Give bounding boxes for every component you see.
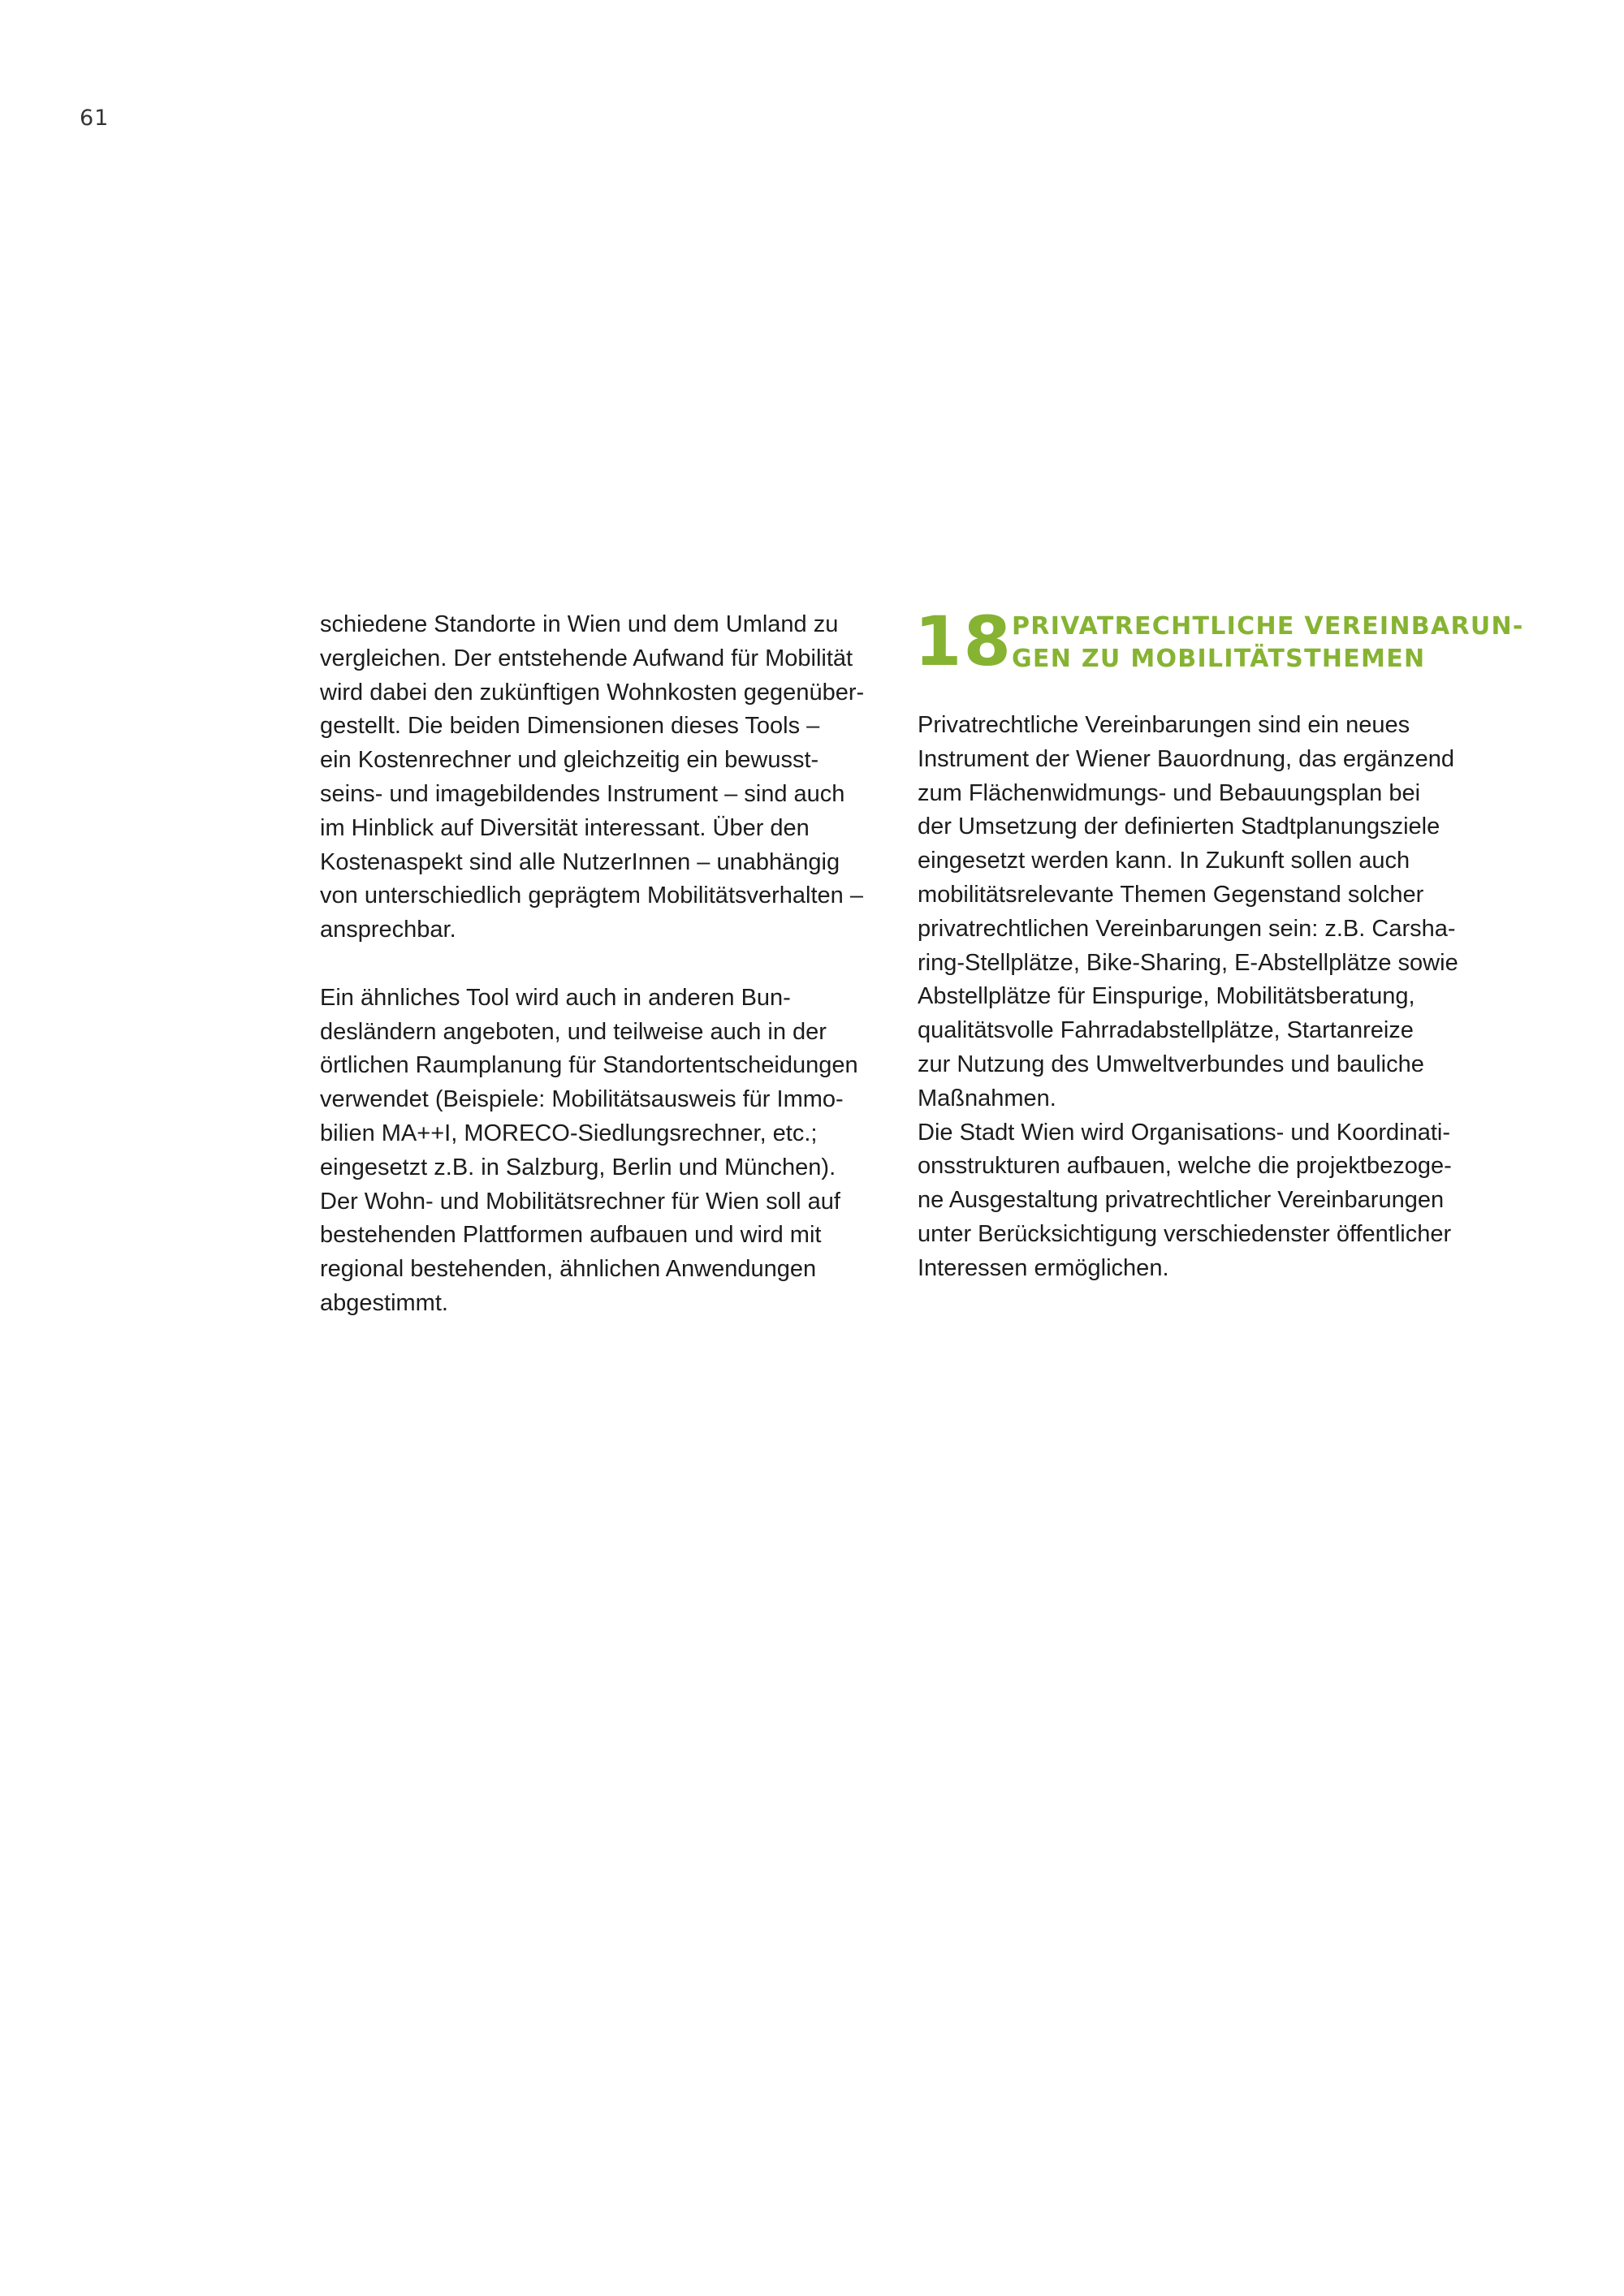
text-line: Maßnahmen. (918, 1085, 1056, 1111)
section-number: 18 (914, 602, 1013, 681)
page-number: 61 (80, 106, 110, 131)
text-line: privatrechtlichen Vereinbarungen sein: z.B. Carsha- (918, 915, 1456, 942)
text-line: der Umsetzung der definierten Stadtplanungsziele (918, 814, 1440, 840)
text-line: seins- und imagebildendes Instrument – sind auch (320, 780, 845, 807)
text-line: vergleichen. Der entstehende Aufwand für Mobilität (320, 645, 853, 671)
text-line: Privatrechtliche Vereinbarungen sind ein neues (918, 712, 1410, 738)
text-line: Abstellplätze für Einspurige, Mobilitätsberatung, (918, 983, 1415, 1010)
text-line: Instrument der Wiener Bauordnung, das ergänzend (918, 745, 1454, 772)
text-line: gestellt. Die beiden Dimensionen dieses Tools – (320, 713, 820, 740)
section-title (1012, 611, 1524, 675)
section-title-line: GEN ZU MOBILITÄTSTHEMEN (1012, 645, 1426, 673)
text-line: wird dabei den zukünftigen Wohnkosten gegenüber- (320, 679, 865, 706)
text-line: Die Stadt Wien wird Organisations- und Koordinati- (918, 1119, 1451, 1146)
text-line: ring-Stellplätze, Bike-Sharing, E-Abstellplätze sowie (918, 949, 1458, 976)
text-line: ein Kostenrechner und gleichzeitig ein bewusst- (320, 747, 819, 774)
section-heading (914, 602, 1524, 688)
section-title-line: PRIVATRECHTLICHE VEREINBARUN- (1012, 612, 1524, 641)
text-line: örtlichen Raumplanung für Standortentscheidungen (320, 1052, 858, 1079)
text-line: eingesetzt z.B. in Salzburg, Berlin und München). (320, 1154, 836, 1180)
left-text-column (320, 608, 888, 1321)
text-line: Der Wohn- und Mobilitätsrechner für Wien soll auf (320, 1188, 840, 1215)
text-line: desländern angeboten, und teilweise auch in der (320, 1018, 827, 1045)
right-text-column (918, 709, 1486, 1286)
text-line: eingesetzt werden kann. In Zukunft sollen auch (918, 848, 1410, 874)
text-line: bestehenden Plattformen aufbauen und wird mit (320, 1222, 822, 1249)
paragraph (320, 982, 888, 1321)
text-line: ne Ausgestaltung privatrechtlicher Vereinbarungen (918, 1187, 1445, 1214)
text-line: zum Flächenwidmungs- und Bebauungsplan bei (918, 779, 1421, 806)
text-line: im Hinblick auf Diversität interessant. Über den (320, 814, 810, 841)
text-line: Ein ähnliches Tool wird auch in anderen Bun- (320, 984, 791, 1011)
paragraph (320, 608, 888, 947)
text-line: regional bestehenden, ähnlichen Anwendungen (320, 1256, 817, 1283)
text-line: schiedene Standorte in Wien und dem Umland zu (320, 611, 839, 637)
text-line: onsstrukturen aufbauen, welche die projektbezoge- (918, 1153, 1452, 1180)
text-line: qualitätsvolle Fahrradabstellplätze, Startanreize (918, 1017, 1414, 1044)
text-line: abgestimmt. (320, 1289, 448, 1316)
text-line: zur Nutzung des Umweltverbundes und bauliche (918, 1051, 1424, 1077)
text-line: Interessen ermöglichen. (918, 1254, 1169, 1281)
text-line: verwendet (Beispiele: Mobilitätsausweis für Immo- (320, 1086, 844, 1113)
paragraph-gap (320, 947, 888, 982)
text-line: mobilitätsrelevante Themen Gegenstand solcher (918, 881, 1424, 908)
text-line: von unterschiedlich geprägtem Mobilitätsverhalten – (320, 883, 863, 909)
text-line: unter Berücksichtigung verschiedenster öffentlicher (918, 1220, 1452, 1247)
text-line: Kostenaspekt sind alle NutzerInnen – unabhängig (320, 848, 840, 875)
text-line: bilien MA++I, MORECO-Siedlungsrechner, etc.; (320, 1120, 818, 1146)
text-line: ansprechbar. (320, 917, 456, 943)
